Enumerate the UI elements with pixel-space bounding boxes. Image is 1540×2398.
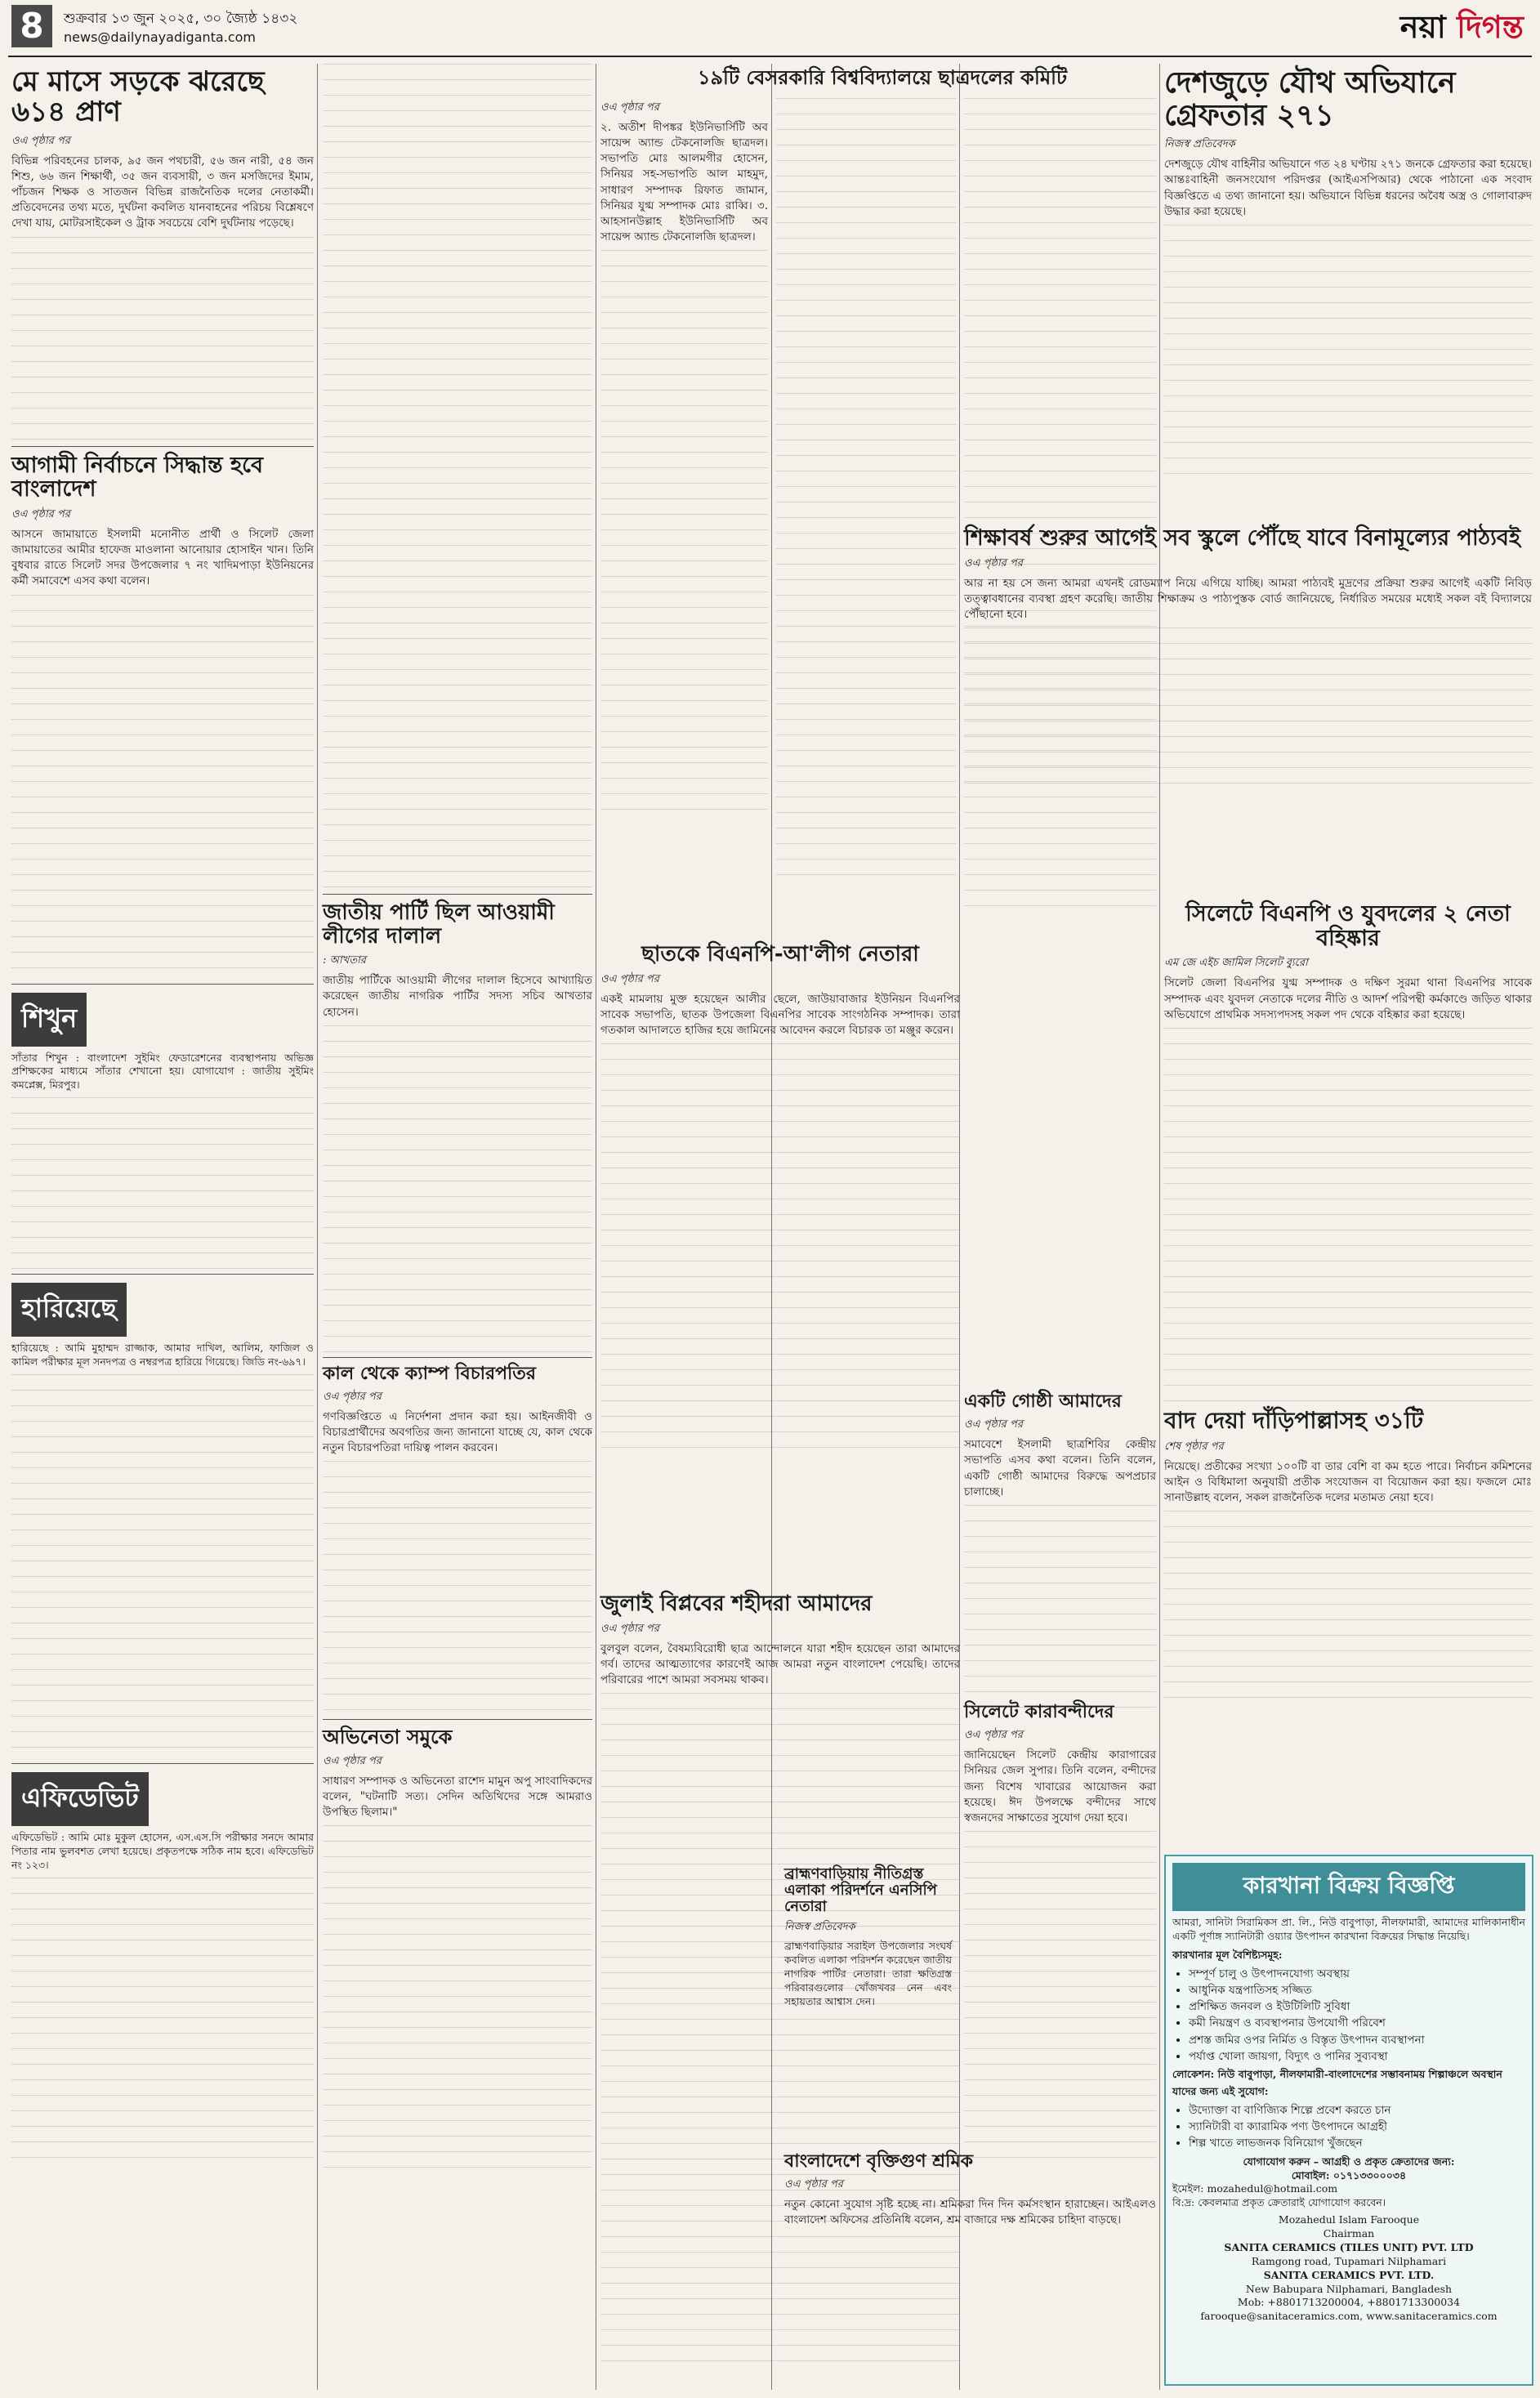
headline-textbooks: শিক্ষাবর্ষ শুরুর আগেই সব স্কুলে পৌঁছে যাবে বিনামূল্যের পাঠ্যবই (964, 525, 1520, 551)
ad-feature: • প্রশস্ত জমির ওপর নির্মিত ও বিস্তৃত উৎপাদন ব্যবস্থাপনা (1189, 2032, 1525, 2048)
ad-buyers-list (1172, 2102, 1525, 2152)
headline-group: একটি গোষ্ঠী আমাদের (964, 1391, 1122, 1412)
text-continuation (11, 595, 314, 979)
ad-buyer: • স্যানিটারী বা ক্যারামিক পণ্য উৎপাদনে আগ্রহী (1189, 2119, 1525, 2135)
byline: : আখতার (323, 954, 366, 967)
reporter: ওএ পৃষ্ঠার পর (600, 1622, 659, 1635)
text-continuation (964, 98, 1156, 915)
reporter: ওএ পৃষ্ঠার পর (323, 1390, 382, 1403)
jatiya-party-block (323, 894, 592, 1352)
reporter: ওএ পৃষ্ঠার পর (600, 972, 659, 985)
article-actors: সাধারণ সম্পাদক ও অভিনেতা রাশেদ মামুন অপু সাংবাদিকদের বলেন, "ঘটনাটি সত্য। সেদিন অতিথিদের সঙ্গে আমরাও উপস্থিত ছিলাম।" (323, 1774, 592, 1820)
jail-block (964, 1699, 1156, 2158)
text-continuation (964, 1831, 1156, 2158)
headline-actors: অভিনেতা সমুকে (323, 1726, 453, 1749)
text-continuation (964, 627, 1532, 791)
ad-feature: • কমী নিয়ন্ত্রণ ও ব্যবস্থাপনার উপযোগী পরিবেশ (1189, 2015, 1525, 2031)
ad-note: বি:দ্র: কেবলমাত্র প্রকৃত ক্রেতারাই যোগাযোগ করবেন। (1172, 2196, 1386, 2209)
ad-company-2: SANITA CERAMICS PVT. LTD. (1263, 2268, 1435, 2281)
email-line: news@dailynayadiganta.com (64, 29, 256, 45)
affidavit-text: এফিডেভিট : আমি মোঃ মুকুল হোসেন, এস.এস.সি পরীক্ষার সনদে আমার পিতার নাম ভুলবশত লেখা হয়েছে। প্রকৃতপক্ষে সঠিক নাম হবে। এফিডেভিট নং ১২৩। (11, 1830, 314, 1871)
headline-election: আগামী নির্বাচনে সিদ্ধান্ত হবে বাংলাদেশ (11, 452, 264, 502)
actors-block (323, 1719, 592, 2168)
group-block (964, 1389, 1156, 1717)
text-continuation (323, 1461, 592, 1714)
text-continuation (1164, 1028, 1532, 1404)
text-continuation (11, 1097, 314, 1269)
ad-company-2-address: New Babupara Nilphamari, Bangladesh (1245, 2282, 1453, 2295)
reporter: ওএ পৃষ্ঠার পর (964, 556, 1023, 569)
ad-features-list (1172, 1966, 1525, 2065)
sylhet-bnp-block (1164, 899, 1532, 1404)
reporter: ওএ পৃষ্ঠার পর (11, 507, 70, 520)
column-divider (317, 64, 318, 2390)
article-sylhet-bnp: সিলেট জেলা বিএনপির যুগ্ম সম্পাদক ও দক্ষিণ সুরমা থানা বিএনপির সাবেক সম্পাদক এবং যুবদল নেতাকে দলের নীতি ও আদর্শ পরিপন্থী কর্মকাণ্ডে জড়িত থাকার অভিযোগে প্রাথমিক সদস্যপদসহ সকল পদ থেকে বহিষ্কার করা হয়েছে। (1164, 976, 1532, 1021)
headline-brahmanbaria: ব্রাহ্মণবাড়িয়ায় নীতিগ্রস্ত এলাকা পরিদর্শনে এনসিপি নেতারা (784, 1865, 937, 1915)
reporter: ওএ পৃষ্ঠার পর (964, 1418, 1023, 1431)
chhatra-block (600, 940, 960, 1452)
text-continuation (323, 1825, 592, 2168)
masthead (0, 0, 1540, 57)
headline-doctors: বাদ দেয়া দাঁড়িপাল্লাসহ ৩১টি (1164, 1407, 1424, 1434)
ad-signer-title: Chairman (1323, 2227, 1375, 2239)
text-continuation (1164, 225, 1532, 478)
article-bangladesh-work: নতুন কোনো সুযোগ সৃষ্টি হচ্ছে না। শ্রমিকরা দিন দিন কর্মসংস্থান হারাচ্ছেন। আইএলও বাংলাদেশ অফিসের প্রতিনিধি বলেন, শ্রম বাজারে দক্ষ শ্রমিকের চাহিদা বাড়ছে। (784, 2198, 1156, 2227)
shikhun-title: শিখুন (11, 993, 87, 1047)
article-joint-drive: দেশজুড়ে যৌথ বাহিনীর অভিযানে গত ২৪ ঘণ্টায় ২৭১ জনকে গ্রেফতার করা হয়েছে। আন্তঃবাহিনী জনসংযোগ পরিদপ্তর (আইএসপিআর) থেকে পাঠানো এক সংবাদ বিজ্ঞপ্তিতে এ তথ্য জানানো হয়। অভিযানে বিভিন্ন ধরনের অবৈধ অস্ত্র ও গোলাবারুদ উদ্ধার করা হয়েছে। (1164, 158, 1532, 218)
ad-email: ইমেইল: mozahedul@hotmail.com (1172, 2182, 1338, 2195)
ad-intro: আমরা, সানিটা সিরামিকস প্রা. লি., নিউ বাবুপাড়া, নীলফামারী, আমাদের মালিকানাধীন একটি পূর্ণাঙ্গ স্যানিটারী ওয়্যার উৎপাদন কারখানা বিক্রয়ের সিদ্ধান্ত নিয়েছি। (1172, 1916, 1525, 1942)
harieche-title: হারিয়েছে (11, 1283, 127, 1337)
ad-web: farooque@sanitaceramics.com, www.sanitaceramics.com (1200, 2310, 1498, 2323)
article-chhatra: একই মামলায় মুক্ত হয়েছেন আলীর ছেলে, জাউয়াবাজার ইউনিয়ন বিএনপির সাবেক সভাপতি, ছাতক উপজেলা বিএনপির সাবেক সাংগঠনিক সম্পাদক। তারা গতকাল আদালতে হাজির হয়ে জামিনের আবেদন করলে বিচারক তা মঞ্জুর করেন। (600, 992, 960, 1037)
headline-universities: ১৯টি বেসরকারি বিশ্ববিদ্যালয়ে ছাত্রদলের কমিটি (697, 66, 1068, 89)
logo-text-1: নয়া (1399, 9, 1446, 45)
ad-phone: Mob: +8801713200004, +8801713300034 (1237, 2296, 1461, 2309)
text-continuation (323, 1025, 592, 1352)
logo-text-2: দিগন্ত (1457, 9, 1524, 45)
article-road-deaths: বিভিন্ন পরিবহনের চালক, ৯৫ জন পথচারী, ৫৬ জন নারী, ৫৪ জন শিশু, ৬৬ জন শিক্ষার্থী, ৩৫ জন ব্যবসায়ী, ৩ জন মসজিদের ইমাম, পাঁচজন শিক্ষক ও সাতজন বিভিন্ন রাজনৈতিক দলের নেতাকর্মী। প্রতিবেদনের তথ্য মতে, দুর্ঘটনা কবলিত যানবাহনের পরিচয় বিশ্লেষণে দেখা যায়, মোটরসাইকেল ও ট্রাক সবচেয়ে বেশি দুর্ঘটনায় পড়েছে। (11, 154, 314, 230)
article-july: বুলবুল বলেন, বৈষম্যবিরোধী ছাত্র আন্দোলনে যারা শহীদ হয়েছেন তারা আমাদের গর্ব। তাদের আত্মত্যাগের কারণেই আজ আমরা নতুন বাংলাদেশ পেয়েছি। তাদের পরিবারের পাশে আমরা সবসময় থাকব। (600, 1641, 960, 1686)
reporter: ওএ পৃষ্ঠার পর (600, 101, 659, 114)
reporter: এম জে এইচ জামিল সিলেট ব্যুরো (1164, 957, 1308, 970)
harieche-block (11, 1274, 314, 1758)
affidavit-title: এফিডেভিট (11, 1772, 149, 1826)
article-election-block (11, 446, 314, 979)
article-trial: গণবিজ্ঞপ্তিতে এ নির্দেশনা প্রদান করা হয়। আইনজীবী ও বিচারপ্রার্থীদের অবগতির জন্য জানানো যাচ্ছে যে, কাল থেকে নতুন বিচারপতিরা দায়িত্ব পালন করবেন। (323, 1409, 592, 1455)
text-continuation (11, 1374, 314, 1758)
ad-buyer: • উদ্যোক্তা বা বাণিজ্যিক শিল্পে প্রবেশ করতে চান (1189, 2102, 1525, 2119)
doctors-block (1164, 1405, 1532, 1699)
ad-location: লোকেশন: নিউ বাবুপাড়া, নীলফামারী-বাংলাদেশের সম্ভাবনাময় শিল্পাঞ্চলে অবস্থান (1172, 2068, 1502, 2081)
column-1 (11, 64, 314, 2390)
headline-bangladesh-work: বাংলাদেশে বৃক্তিগুণ শ্রমিক (784, 2151, 974, 2172)
reporter: ওএ পৃষ্ঠার পর (323, 1754, 382, 1767)
newspaper-logo (1400, 3, 1524, 56)
ad-feature: • পর্যাপ্ত খোলা জায়গা, বিদ্যুৎ ও পানির সুব্যবস্থা (1189, 2048, 1525, 2065)
headline-joint-drive: দেশজুড়ে যৌথ অভিযানে গ্রেফতার ২৭১ (1164, 66, 1456, 132)
reporter: নিজস্ব প্রতিবেদক (1164, 138, 1235, 151)
headline-july: জুলাই বিপ্লবের শহীদরা আমাদের (600, 1592, 873, 1616)
ad-buyer: • শিল্প খাতে লাভজনক বিনিয়োগ খুঁজছেন (1189, 2135, 1525, 2151)
ad-title: কারখানা বিক্রয় বিজ্ঞপ্তি (1172, 1863, 1525, 1911)
text-continuation (600, 250, 768, 822)
factory-sale-ad (1164, 1855, 1533, 2386)
affidavit-block (11, 1763, 314, 2172)
ad-mobile: মোবাইল: ০১৭১৩৩০০০৩৪ (1291, 2168, 1407, 2181)
article-doctors: নিয়েছে। প্রতীকের সংখ্যা ১০০টি বা তার বেশি বা কম হতে পারে। নির্বাচন কমিশনের আইন ও বিধিমালা অনুযায়ী প্রতীক সংযোজন বা বিয়োজন করা হয়। ফজলে মোঃ সানাউল্লাহ বলেন, সকল রাজনৈতিক দলের মতামত নেয়া হবে। (1164, 1459, 1532, 1505)
reporter: ওএ পৃষ্ঠার পর (11, 134, 70, 147)
article-universities: ২. অতীশ দীপঙ্কর ইউনিভার্সিটি অব সায়েন্স অ্যান্ড টেকনোলজি ছাত্রদল। সভাপতি মোঃ আলমগীর হোসেন, সিনিয়র সহ-সভাপতি আল মাহমুদ, সাধারণ সম্পাদক রিফাত জামান, সিনিয়র যুগ্ম সম্পাদক মোঃ রাব্বি। ৩. আহসানউল্লাহ ইউনিভার্সিটি অব সায়েন্স অ্যান্ড টেকনোলজি ছাত্রদল। (600, 121, 768, 244)
bangladesh-work-block (784, 2149, 1156, 2234)
harieche-text: হারিয়েছে : আমি মুহাম্মদ রাজ্জাক, আমার দাখিল, আলিম, ফাজিল ও কামিল পরীক্ষার মূল সনদপত্র ও নম্বরপত্র হারিয়ে গিয়েছে। জিডি নং-৬৯৭। (11, 1342, 314, 1369)
page-number: 8 (11, 5, 52, 47)
date-line: শুক্রবার ১৩ জুন ২০২৫, ৩০ জ্যৈষ্ঠ ১৪৩২ (64, 11, 298, 27)
article-textbooks: আর না হয় সে জন্য আমরা এখনই রোডম্যাপ নিয়ে এগিয়ে যাচ্ছি। আমরা পাঠ্যবই মুদ্রণের প্রক্রিয়া শুরুর আগেই একটি নিবিড় তত্ত্বাবধানের ব্যবস্থা গ্রহণ করেছি। জাতীয় শিক্ষাক্রম ও পাঠ্যপুস্তক বোর্ড জানিয়েছে, নির্ধারিত সময়ের মধ্যেই সকল বই বিদ্যালয়ে পৌঁছানো হবে। (964, 576, 1532, 621)
ad-contact-line: যোগাযোগ করুন – আগ্রহী ও প্রকৃত ক্রেতাদের জন্য: (1243, 2155, 1455, 2168)
headline-jail: সিলেটে কারাবন্দীদের (964, 1702, 1114, 1722)
article-jatiya-party: জাতীয় পার্টিকে আওয়ামী লীগের দালাল হিসেবে আখ্যায়িত করেছেন জাতীয় নাগরিক পার্টির সদস্য সচিব আখতার হোসেন। (323, 974, 592, 1019)
text-continuation (11, 1878, 314, 2172)
text-continuation (600, 1043, 960, 1452)
column-2 (323, 64, 592, 2390)
ad-feature: • আধুনিক যন্ত্রপাতিসহ সজ্জিত (1189, 1982, 1525, 1998)
text-continuation (11, 237, 314, 441)
text-continuation (964, 1505, 1156, 1717)
text-continuation (1164, 1511, 1532, 1699)
reporter: ওএ পৃষ্ঠার পর (964, 1729, 1023, 1742)
article-jail: জানিয়েছেন সিলেট কেন্দ্রীয় কারাগারের সিনিয়র জেল সুপার। তিনি বলেন, বন্দীদের জন্য বিশেষ খাবারের আয়োজন করা হয়েছে। ঈদ উপলক্ষে বন্দীদের সাথে স্বজনদের সাক্ষাতের সুযোগ দেয়া হবে। (964, 1748, 1156, 1824)
ad-feature: • সম্পূর্ণ চালু ও উৎপাদনযোগ্য অবস্থায় (1189, 1966, 1525, 1982)
ad-signer: Mozahedul Islam Farooque (1278, 2213, 1420, 2226)
article-brahmanbaria: ব্রাহ্মণবাড়িয়ার সরাইল উপজেলার সংঘর্ষ কবলিত এলাকা পরিদর্শন করেছেন জাতীয় নাগরিক পার্টির নেতারা। তারা ক্ষতিগ্রস্ত পরিবারগুলোর খোঁজখবর নেন এবং সহায়তার আশ্বাস দেন। (784, 1940, 952, 2007)
header-rule (8, 56, 1532, 57)
headline-jatiya-party: জাতীয় পার্টি ছিল আওয়ামী লীগের দালাল (323, 900, 555, 949)
brahmanbaria-block (784, 1863, 952, 2014)
shikhun-text: সাঁতার শিখুন : বাংলাদেশ সুইমিং ফেডারেশনের ব্যবস্থাপনায় অভিজ্ঞ প্রশিক্ষকের মাধ্যমে সাঁতার শেখানো হয়। যোগাযোগ : জাতীয় সুইমিং কমপ্লেক্স, মিরপুর। (11, 1051, 314, 1092)
trial-block (323, 1357, 592, 1715)
article-election: আসনে জামায়াতে ইসলামী মনোনীত প্রার্থী ও সিলেট জেলা জামায়াতের আমীর হাফেজ মাওলানা আনোয়ার হোসাইন খান। তিনি বুধবার রাতে সিলেট সদর উপজেলার ৭ নং খাদিমপাড়া ইউনিয়নের কর্মী সমাবেশে এসব কথা বলেন। (11, 527, 314, 588)
reporter: ওএ পৃষ্ঠার পর (784, 2178, 843, 2191)
ad-company-1: SANITA CERAMICS (TILES UNIT) PVT. LTD (1224, 2240, 1474, 2253)
headline-sylhet-bnp: সিলেটে বিএনপি ও যুবদলের ২ নেতা বহিষ্কার (1185, 901, 1511, 951)
article-group: সমাবেশে ইসলামী ছাত্রশিবির কেন্দ্রীয় সভাপতি এসব কথা বলেন। তিনি বলেন, একটি গোষ্ঠী আমাদের বিরুদ্ধে অপপ্রচার চালাচ্ছে। (964, 1438, 1156, 1498)
ad-features-title: কারখানার মূল বৈশিষ্ট্যসমূহ: (1172, 1948, 1283, 1961)
headline-chhatra: ছাতকে বিএনপি-আ'লীগ নেতারা (641, 942, 919, 967)
ad-buyers-title: যাদের জন্য এই সুযোগ: (1172, 2085, 1269, 2097)
textbooks-block (964, 523, 1532, 791)
text-continuation (600, 1693, 960, 2363)
headline-trial: কাল থেকে ক্যাম্প বিচারপতির (323, 1363, 536, 1384)
shikhun-block (11, 984, 314, 1270)
ad-feature: • প্রশিক্ষিত জনবল ও ইউটিলিটি সুবিধা (1189, 1998, 1525, 2015)
column-divider (1159, 64, 1160, 2390)
headline-road-deaths: মে মাসে সড়কে ঝরেছে ৬১৪ প্রাণ (11, 65, 265, 129)
text-continuation (323, 64, 592, 889)
ad-company-1-address: Ramgong road, Tupamari Nilphamari (1251, 2254, 1447, 2267)
reporter: নিজস্ব প্রতিবেদক (784, 1921, 855, 1934)
reporter: শেষ পৃষ্ঠার পর (1164, 1440, 1224, 1453)
text-continuation (776, 98, 956, 882)
